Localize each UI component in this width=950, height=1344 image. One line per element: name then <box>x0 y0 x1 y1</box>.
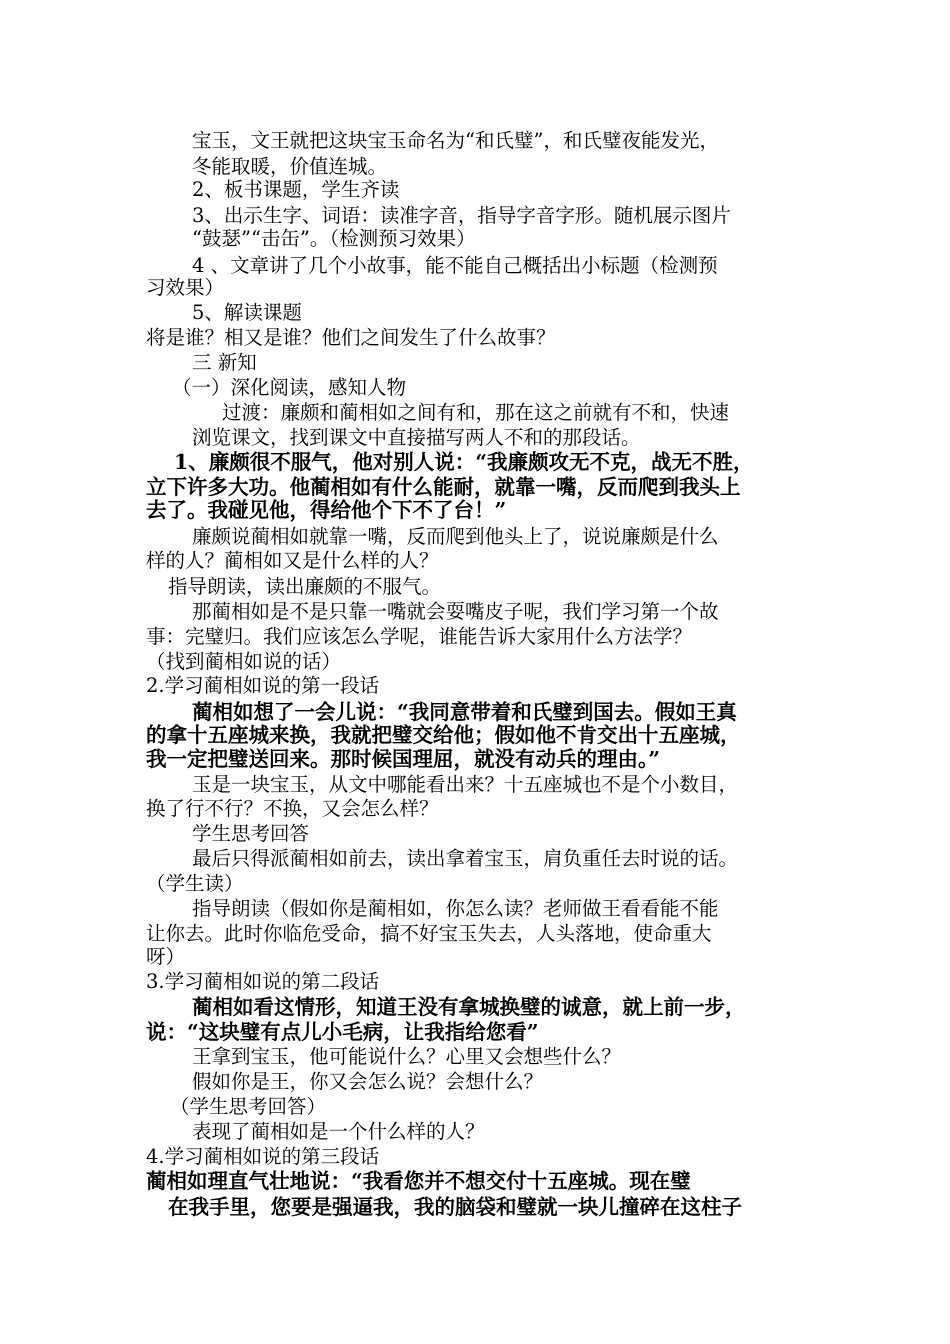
text-line: （学生读） <box>146 872 244 895</box>
text-line: 学生思考回答 <box>192 822 310 845</box>
text-line: 宝玉，文王就把这块宝玉命名为“和氏璧”，和氏璧夜能发光， <box>192 129 719 152</box>
text-line: 习效果） <box>146 276 225 299</box>
text-line: 表现了蔺相如是一个什么样的人？ <box>192 1120 485 1143</box>
text-line: 将是谁？相又是谁？他们之间发生了什么故事？ <box>146 326 556 349</box>
text-line: （学生思考回答） <box>170 1095 327 1118</box>
text-line: 立下许多大功。他蔺相如有什么能耐，就靠一嘴，反而爬到我头上 <box>146 475 741 499</box>
text-line: 2.学习蔺相如说的第一段话 <box>146 674 380 697</box>
text-line: 王拿到宝玉，他可能说什么？心里又会想些什么？ <box>192 1045 622 1068</box>
text-line: 4 、文章讲了几个小故事，能不能自己概括出小标题（检测预 <box>192 254 718 277</box>
text-line: （找到蔺相如说的话） <box>146 650 342 673</box>
text-line: 三 新知 <box>192 351 257 374</box>
text-line: 蔺相如看这情形，知道王没有拿城换璧的诚意，就上前一步， <box>192 995 746 1019</box>
text-line: 说：“这块璧有点儿小毛病，让我指给您看” <box>146 1020 539 1044</box>
text-line: 事：完璧归。我们应该怎么学呢，谁能告诉大家用什么方法学？ <box>146 625 693 648</box>
text-line: 呀） <box>146 945 186 968</box>
text-line: 2、板书课题，学生齐读 <box>192 178 400 201</box>
text-line: 1、廉颇很不服气，他对别人说：“我廉颇攻无不克，战无不胜， <box>174 450 754 474</box>
text-line: 3.学习蔺相如说的第二段话 <box>146 970 380 993</box>
text-line: 冬能取暖，价值连城。 <box>192 155 388 178</box>
text-line: 我一定把璧送回来。那时候国理屈，就没有动兵的理由。” <box>146 747 661 771</box>
text-line: 指导朗读（假如你是蔺相如，你怎么读？老师做王看看能不能 <box>192 897 719 920</box>
text-line: “鼓瑟”“击缶”。（检测预习效果） <box>192 227 476 250</box>
text-line: （一）深化阅读，感知人物 <box>172 376 407 399</box>
text-line: 的拿十五座城来换，我就把璧交给他；假如他不肯交出十五座城， <box>146 723 741 747</box>
text-line: 最后只得派蔺相如前去，读出拿着宝玉，肩负重任去时说的话。 <box>192 847 739 870</box>
text-line: 换了行不行？不换，又会怎么样？ <box>146 797 439 820</box>
text-line: 在我手里，您要是强逼我，我的脑袋和璧就一块儿撞碎在这柱子 <box>168 1195 742 1219</box>
text-line: 过渡：廉颇和蔺相如之间有和，那在这之前就有不和，快速 <box>222 401 730 424</box>
text-line: 让你去。此时你临危受命，搞不好宝玉失去，人头落地，使命重大 <box>146 922 712 945</box>
text-line: 那蔺相如是不是只靠一嘴就会耍嘴皮子呢，我们学习第一个故 <box>192 600 719 623</box>
text-line: 5、解读课题 <box>192 301 302 324</box>
text-line: 去了。我碰见他，得给他个下不了台！” <box>146 498 507 522</box>
text-line: 廉颇说蔺相如就靠一嘴，反而爬到他头上了，说说廉颇是什么 <box>192 525 719 548</box>
text-line: 蔺相如想了一会儿说：“我同意带着和氏璧到国去。假如王真 <box>192 700 737 724</box>
text-line: 指导朗读，读出廉颇的不服气。 <box>168 575 442 598</box>
text-line: 3、出示生字、词语：读准字音，指导字音字形。随机展示图片 <box>192 204 731 227</box>
text-line: 假如你是王，你又会怎么说？会想什么？ <box>192 1070 544 1093</box>
text-line: 蔺相如理直气壮地说：“我看您并不想交付十五座城。现在璧 <box>146 1169 691 1193</box>
text-line: 样的人？蔺相如又是什么样的人？ <box>146 549 439 572</box>
text-line: 4.学习蔺相如说的第三段话 <box>146 1145 380 1168</box>
text-line: 浏览课文，找到课文中直接描写两人不和的那段话。 <box>192 426 641 449</box>
text-line: 玉是一块宝玉，从文中哪能看出来？十五座城也不是个小数目， <box>192 773 739 796</box>
